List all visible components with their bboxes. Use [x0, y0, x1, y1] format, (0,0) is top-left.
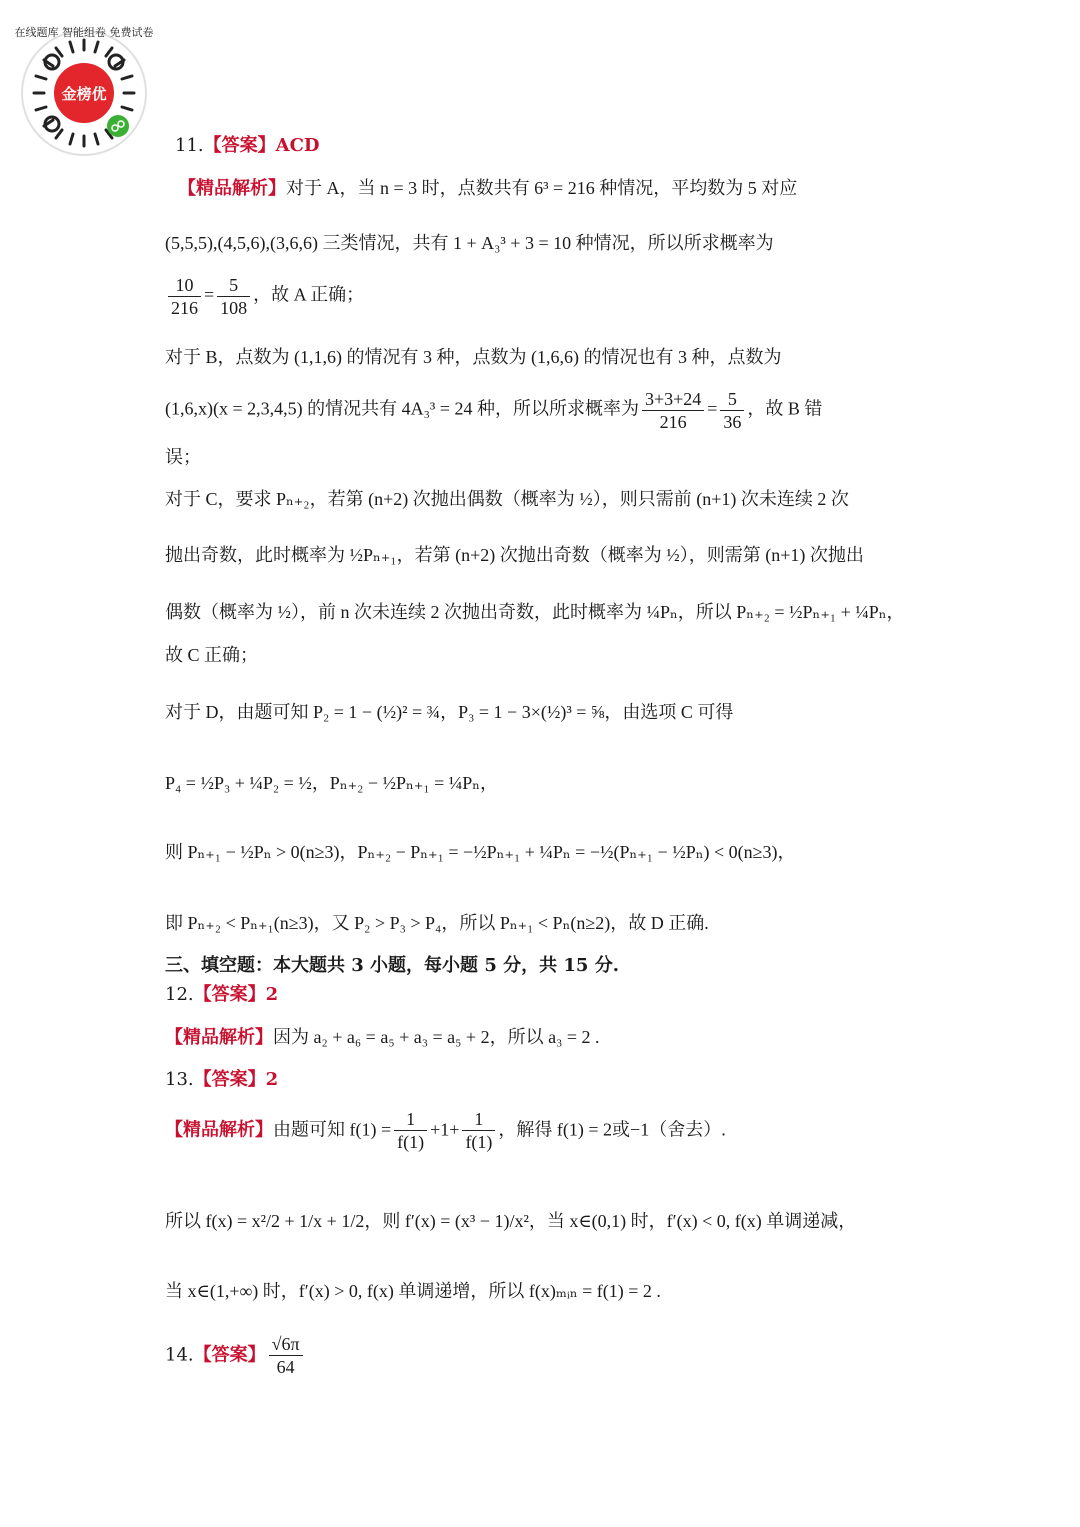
frac-num: 3+3+24: [642, 390, 704, 411]
text: ，故 A 正确；: [253, 284, 365, 305]
text: (1,6,x)(x = 2,3,4,5) 的情况共有 4A₃³ = 24 种，所以所求概率为: [165, 398, 639, 419]
frac-den: 64: [276, 1357, 295, 1377]
frac-num: √6π: [269, 1335, 303, 1356]
equals: =: [707, 398, 718, 419]
svg-text:在线题库 智能组卷 免费试卷: 在线题库 智能组卷 免费试卷: [14, 26, 154, 39]
q12-answer: 2: [265, 984, 279, 1005]
text: ，解得 f(1) = 2或−1（舍去）.: [498, 1119, 726, 1140]
analysis-tag: 【精品解析】: [178, 178, 286, 199]
q13-text-2: 所以 f(x) = x²/2 + 1/x + 1/2，则 f′(x) = (x³ − 1)/x²，当 x∈(0,1) 时，f′(x) < 0, f(x) 单调递减，: [165, 1211, 857, 1231]
answer-tag: 【答案】: [193, 984, 266, 1005]
text: +1+: [430, 1119, 460, 1140]
q11-text-8: 抛出奇数，此时概率为 ½Pₙ₊₁，若第 (n+2) 次抛出奇数（概率为 ½），则需第 (n+1) 次抛出: [165, 545, 864, 565]
frac-num: 1: [394, 1110, 427, 1131]
text: 由题可知 f(1) =: [273, 1119, 392, 1140]
q13-text-3: 当 x∈(1,+∞) 时，f′(x) > 0, f(x) 单调递增，所以 f(x)ₘᵢₙ = f(1) = 2 .: [165, 1281, 661, 1301]
q12-analysis: [165, 1028, 600, 1047]
section-3-heading: 三、填空题：本大题共 3 小题，每小题 5 分，共 15 分.: [165, 955, 619, 976]
q14-answer-line: [165, 1335, 306, 1376]
q11-number: 11.: [175, 135, 204, 156]
q13-answer-line: [165, 1071, 278, 1089]
q11-text-3: [165, 276, 364, 317]
fraction: [394, 1110, 427, 1151]
q11-text-12: P₄ = ½P₃ + ¼P₂ = ½，Pₙ₊₂ − ½Pₙ₊₁ = ¼Pₙ，: [165, 773, 499, 793]
q14-number: 14.: [165, 1344, 194, 1366]
frac-den: 108: [220, 298, 248, 318]
fraction: [217, 276, 250, 317]
frac-num: 1: [462, 1110, 495, 1131]
fraction: [168, 276, 201, 317]
frac-num: 10: [168, 276, 201, 297]
q11-text-9: 偶数（概率为 ½），前 n 次未连续 2 次抛出奇数，此时概率为 ¼Pₙ，所以 Pₙ₊₂ = ½Pₙ₊₁ + ¼Pₙ，: [165, 602, 905, 622]
q11-text-7: 对于 C，要求 Pₙ₊₂，若第 (n+2) 次抛出偶数（概率为 ½），则只需前 (n+1) 次未连续 2 次: [165, 489, 849, 509]
text: ，故 B 错: [747, 398, 823, 419]
fraction: [462, 1110, 495, 1151]
frac-num: 5: [720, 390, 744, 411]
q13-analysis-line1: [165, 1110, 726, 1151]
fraction: [642, 390, 704, 431]
svg-text:金榜优: 金榜优: [61, 85, 107, 103]
equals: =: [204, 284, 215, 305]
fraction: [720, 390, 744, 431]
q11-text-11: 对于 D，由题可知 P₂ = 1 − (½)² = ¾，P₃ = 1 − 3×(½)³ = ⅝，由选项 C 可得: [165, 702, 734, 722]
frac-den: 216: [171, 298, 198, 318]
frac-den: 36: [723, 412, 742, 432]
q11-text-4: 对于 B，点数为 (1,1,6) 的情况有 3 种，点数为 (1,6,6) 的情况也有 3 种，点数为: [165, 347, 782, 367]
q13-answer: 2: [265, 1069, 279, 1090]
answer-tag: 【答案】: [203, 135, 276, 156]
analysis-tag: 【精品解析】: [165, 1027, 273, 1048]
frac-num: 5: [217, 276, 250, 297]
q11-answer-line: [175, 137, 320, 155]
frac-den: f(1): [465, 1132, 493, 1152]
q14-answer-fraction: [269, 1335, 303, 1376]
frac-den: 216: [659, 412, 687, 432]
jinbangyou-logo: [14, 18, 154, 158]
q13-number: 13.: [165, 1069, 194, 1090]
q11-text-2: (5,5,5),(4,5,6),(3,6,6) 三类情况，共有 1 + A₃³ + 3 = 10 种情况，所以所求概率为: [165, 233, 774, 253]
q11-answer: ACD: [275, 135, 320, 156]
q11-text-5: [165, 390, 822, 431]
analysis-tag: 【精品解析】: [165, 1119, 273, 1141]
q12-text: 因为 a₂ + a₆ = a₅ + a₃ = a₅ + 2，所以 a₃ = 2 .: [273, 1027, 600, 1047]
q12-number: 12.: [165, 984, 194, 1005]
frac-den: f(1): [397, 1132, 425, 1152]
answer-tag: 【答案】: [193, 1344, 266, 1366]
q11-text-6: 误；: [165, 447, 201, 467]
answer-tag: 【答案】: [193, 1069, 266, 1090]
q11-text-10: 故 C 正确；: [165, 645, 259, 665]
q11-text-1: 对于 A，当 n = 3 时，点数共有 6³ = 216 种情况，平均数为 5 对应: [286, 178, 798, 198]
q11-text-13: 则 Pₙ₊₁ − ½Pₙ > 0(n≥3)，Pₙ₊₂ − Pₙ₊₁ = −½Pₙ₊₁ + ¼Pₙ = −½(Pₙ₊₁ − ½Pₙ) < 0(n≥3)，: [165, 842, 796, 862]
q12-answer-line: [165, 986, 278, 1004]
q11-analysis-line1: [178, 179, 797, 198]
q11-text-14: 即 Pₙ₊₂ < Pₙ₊₁(n≥3)，又 P₂ > P₃ > P₄，所以 Pₙ₊₁ < Pₙ(n≥2)，故 D 正确.: [165, 913, 709, 933]
